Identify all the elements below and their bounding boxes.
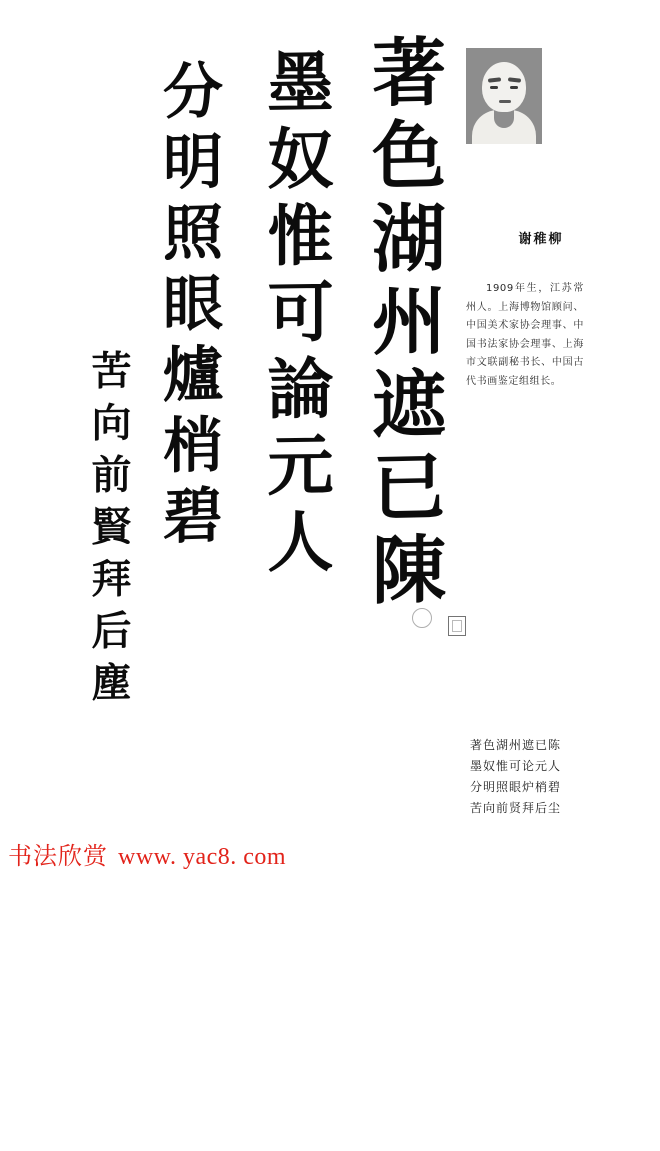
artist-name-heading: 谢稚柳 (518, 232, 564, 247)
portrait-eye-left (490, 86, 498, 89)
footer-watermark (8, 836, 286, 871)
calligraphy-column-3: 分明照眼爐梢碧 (153, 58, 223, 557)
square-seal-icon (448, 616, 466, 636)
calligraphy-column-1: 著色湖州遮已陳 (360, 32, 446, 615)
portrait-eye-right (510, 86, 518, 89)
artist-biography-text: 1909年生，江苏常州人。上海博物馆顾问、中国美术家协会理事、中国书法家协会理事、上海市文联副秘书长、中国古代书画鉴定组组长。 (466, 283, 584, 387)
poem-line-4: 苦向前贤拜后尘 (470, 801, 562, 815)
portrait-head (482, 62, 526, 112)
calligraphy-artwork (60, 20, 446, 820)
poem-line-2: 墨奴惟可论元人 (470, 759, 562, 773)
poem-line-1: 著色湖州遮已陈 (470, 738, 562, 752)
poem-line-3: 分明照眼炉梢碧 (470, 780, 562, 794)
portrait-mouth (499, 100, 511, 103)
calligraphy-column-4: 苦向前賢拜后塵 (85, 349, 132, 714)
round-seal-icon (412, 608, 432, 628)
artist-portrait-photo (466, 48, 542, 144)
poem-transcription (470, 735, 630, 819)
site-name-label: 书法欣赏 (8, 842, 108, 870)
calligraphy-column-2: 墨奴惟可論元人 (256, 47, 334, 585)
site-url-label: www. yac8. com (118, 844, 287, 870)
